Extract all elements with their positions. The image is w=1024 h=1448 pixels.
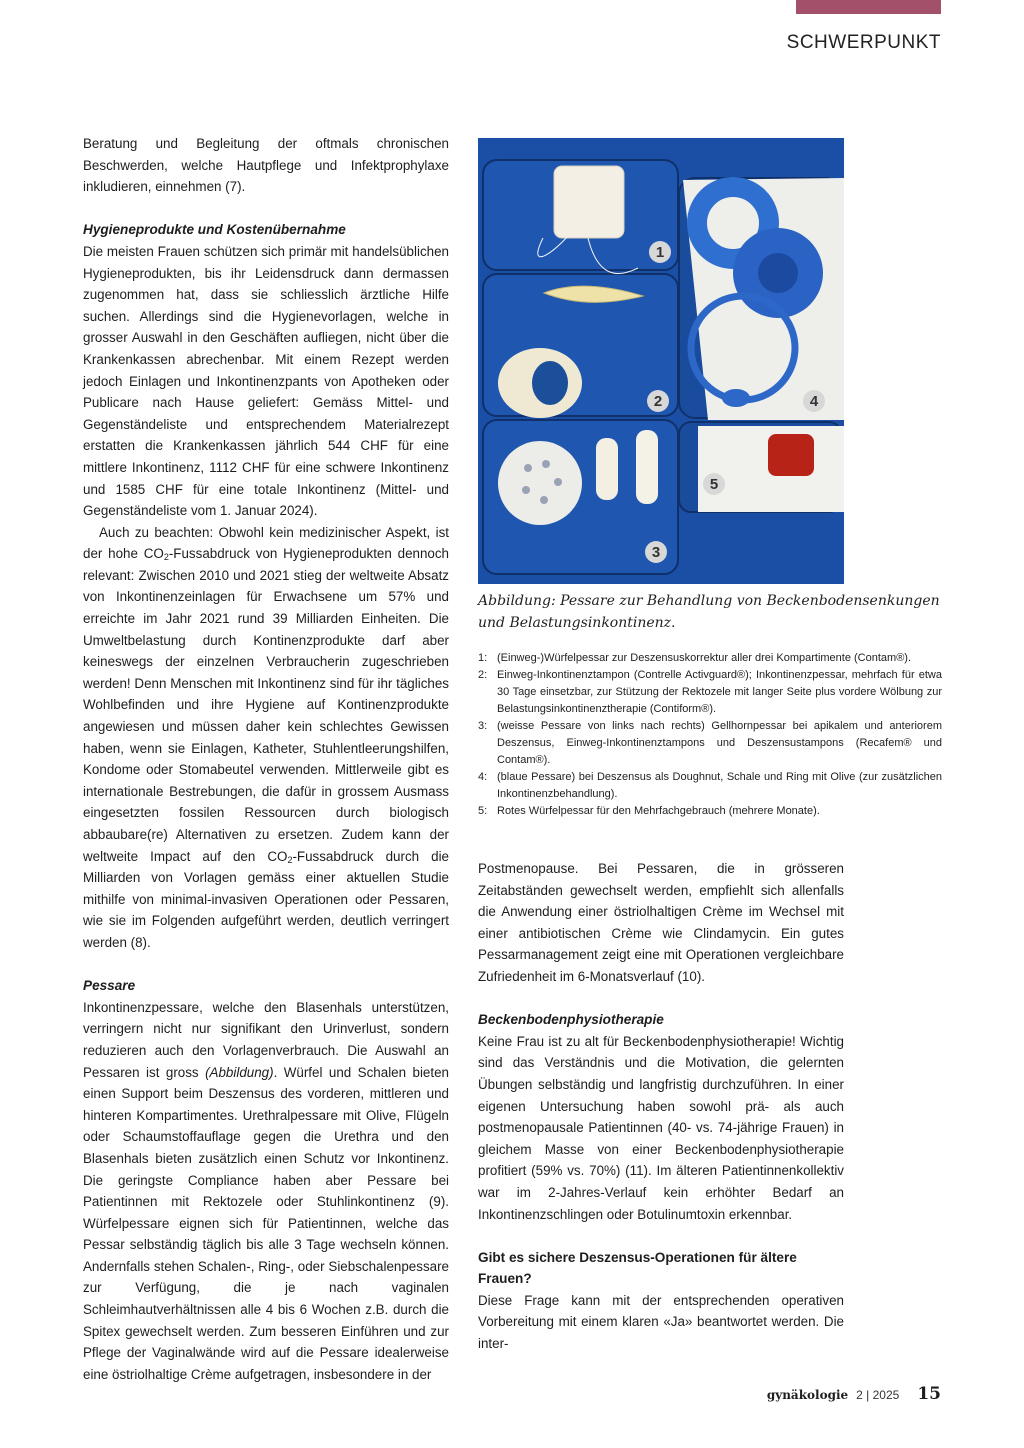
marker-2: 2 [653,393,663,410]
heading-pessare: Pessare [83,978,136,994]
left-column [83,133,449,1385]
paragraph-co2: Auch zu beachten: Obwohl kein medizinischer Aspekt, ist der hohe $CO_2$-Fussabdruck von Hygieneprodukten dennoch relevant: Zwischen 2010 und 2021 stieg der weltweite Absatz von Inkontinenzeinlagen für Erwachsene um 57% und erreichte im Jahr 2021 rund 39 Milliarden Einheiten. Die Umweltbelastung durch Kontinenzprodukte darf aber keineswegs der einzelnen Verbraucherin zugeschrieben werden! Denn Menschen mit Inkontinenz sind für ihr tägliches Wohlbefinden und ihre Hygiene auf Kontinenzprodukte angewiesen und müssen daher kein schlechtes Gewissen haben, wenn sie Einlagen, Katheter, Stuhlentleerungshilfen, Kondome oder Stomabeutel verwenden. Mittlerweile gibt es internationale Bestrebungen, die dafür in grossem Ausmass eingesetzten fossilen Ressourcen durch biologisch abbaubare(re) Alternativen zu ersetzen. Zudem kann der weltweite Impact auf den $CO_2$-Fussabdruck durch die Milliarden von Vorlagen gemäss einer aktuellen Studie mithilfe von minimal-invasiven Operationen oder Pessaren, wie sie im Folgenden aufgeführt werden, deutlich verringert werden (8). [83,524,450,950]
legend-item: 4: (blaue Pessare) bei Deszensus als Doughnut, Schale und Ring mit Olive (zur zusätzlichen Inkontinenzbehandlung). [478,771,942,800]
legend-item: 5: Rotes Würfelpessar für den Mehrfachgebrauch (mehrere Monate). [478,805,820,817]
marker-1: 1 [655,244,665,261]
paragraph-hygiene: Die meisten Frauen schützen sich primär mit handelsüblichen Hygieneprodukten, bis ihr Leidensdruck dann dermassen zugenommen hat, dass sie schliesslich ärztliche Hilfe suchen. Allerdings sind die Hygienevorlagen, welche in grosser Auswahl in den Geschäften aufliegen, nicht über die Krankenkassen abrechenbar. Mit einem Rezept werden jedoch Einlagen und Inkontinenzpants von Apotheken oder Publicare nach Hause geliefert: Gemäss Mittel- und Gegenständeliste und entsprechendem Materialrezept erstatten die Krankenkassen jährlich 544 CHF für eine mittlere Inkontinenz, 1112 CHF für eine schwere Inkontinenz und 1585 CHF für eine totale Inkontinenz (Mittel- und Gegenständeliste vom 1. Januar 2024). [83,243,449,519]
paragraph-physiotherapy: Keine Frau ist zu alt für Beckenbodenphysiotherapie! Wichtig sind das Verständnis und die Motivation, die gelernten Übungen selbständig und langfristig durchzuführen. In einer eigenen Untersuchung haben sowohl prä- als auch postmenopausale Patientinnen (40- vs. 74-jährige Frauen) in gleichem Masse von einer Beckenbodenphysiotherapie profitiert (59% vs. 70%) (11). Im älteren Patientinnenkollektiv war im 2-Jahres-Verlauf kein erhöhter Bedarf an Inkontinenzschlingen oder Botulinumtoxin erkennbar. [478,1033,844,1222]
heading-operations: Gibt es sichere Deszensus-Operationen für ältere Frauen? [478,1249,797,1287]
heading-physiotherapy: Beckenbodenphysiotherapie [478,1012,664,1028]
pessary-illustration [478,138,844,584]
paragraph-pessare: Inkontinenzpessare, welche den Blasenhals unterstützen, verringern nicht nur signifikant den Urinverlust, sondern reduzieren auch den Vorlagenverbrauch. Die Auswahl an Pessaren ist gross (Abbildung). Würfel und Schalen bieten einen Support beim Deszensus des vorderen, mittleren und hinteren Kompartimentes. Urethralpessare mit Olive, Flügeln oder Schaumstoffauflage gegen die Urethra und den Blasenhals bieten zusätzlich einen Schutz vor Inkontinenz. Die geringste Compliance haben aber Pessare bei Patientinnen mit Rektozele oder Stuhlinkontinenz (9). Würfelpessare eignen sich für Patientinnen, welche das Pessar selbständig täglich bis alle 3 Tage wechseln können. Andernfalls stehen Schalen-, Ring-, oder Siebschalenpessare zur Verfügung, die je nach vaginalen Schleimhautverhältnissen alle 4 bis 6 Wochen z.B. durch die Spitex gewechselt werden. Zum besseren Einführen und zur Pflege der Vaginalwände wird auf die Pessare idealerweise eine östriolhaltige Crème aufgetragen, insbesondere in der [83,999,449,1382]
issue-number: 2 | 2025 [856,1388,900,1402]
page-number: 15 [917,1384,941,1404]
legend-item: 2: Einweg-Inkontinenztampon (Contrelle Activguard®); Inkontinenzpessar, mehrfach für etwa 30 Tage einsetzbar, zur Stützung der Rektozele mit langer Seite plus vordere Wölbung zur Belastungsinkontinenztherapie (Contiform®). [478,669,942,715]
journal-name: gynäkologie [766,1388,849,1402]
legend-item: 3: (weisse Pessare von links nach rechts) Gellhornpessar bei apikalem und anteriorem Deszensus, Einweg-Inkontinenztampons und Deszensustampons (Recafem® und Contam®). [478,720,942,766]
marker-5: 5 [709,476,719,493]
pessary-photo [478,138,844,584]
paragraph-postmenopause: Postmenopause. Bei Pessaren, die in grösseren Zeitabständen gewechselt werden, empfiehlt sich allenfalls die Anwendung einer östriolhaltigen Crème im Wechsel mit einer antibiotischen Crème wie Clindamycin. Ein gutes Pessarmanagement zeigt eine mit Operationen vergleichbare Zufriedenheit im 6-Monatsverlauf (10). [478,861,844,984]
header-accent-bar [796,0,941,14]
heading-hygiene: Hygieneprodukte und Kostenübernahme [83,222,346,238]
paragraph-operations: Diese Frage kann mit der entsprechenden operativen Vorbereitung mit einem klaren «Ja» beantwortet werden. Die inter- [478,1292,844,1352]
marker-3: 3 [651,544,661,561]
page-footer [767,1384,941,1404]
paragraph-intro: Beratung und Begleitung der oftmals chronischen Beschwerden, welche Hautpflege und Infektprophylaxe inkludieren, einnehmen (7). [83,136,449,195]
figure-caption: Abbildung: Pessare zur Behandlung von Beckenbodensenkungen und Belastungsinkontinenz. [478,593,940,631]
section-label: SCHWERPUNKT [786,32,941,53]
marker-4: 4 [809,393,819,410]
legend-item: 1: (Einweg-)Würfelpessar zur Deszensuskorrektur aller drei Kompartimente (Contam®). [478,652,912,664]
figure-legend [478,650,942,820]
right-column [478,858,844,1355]
